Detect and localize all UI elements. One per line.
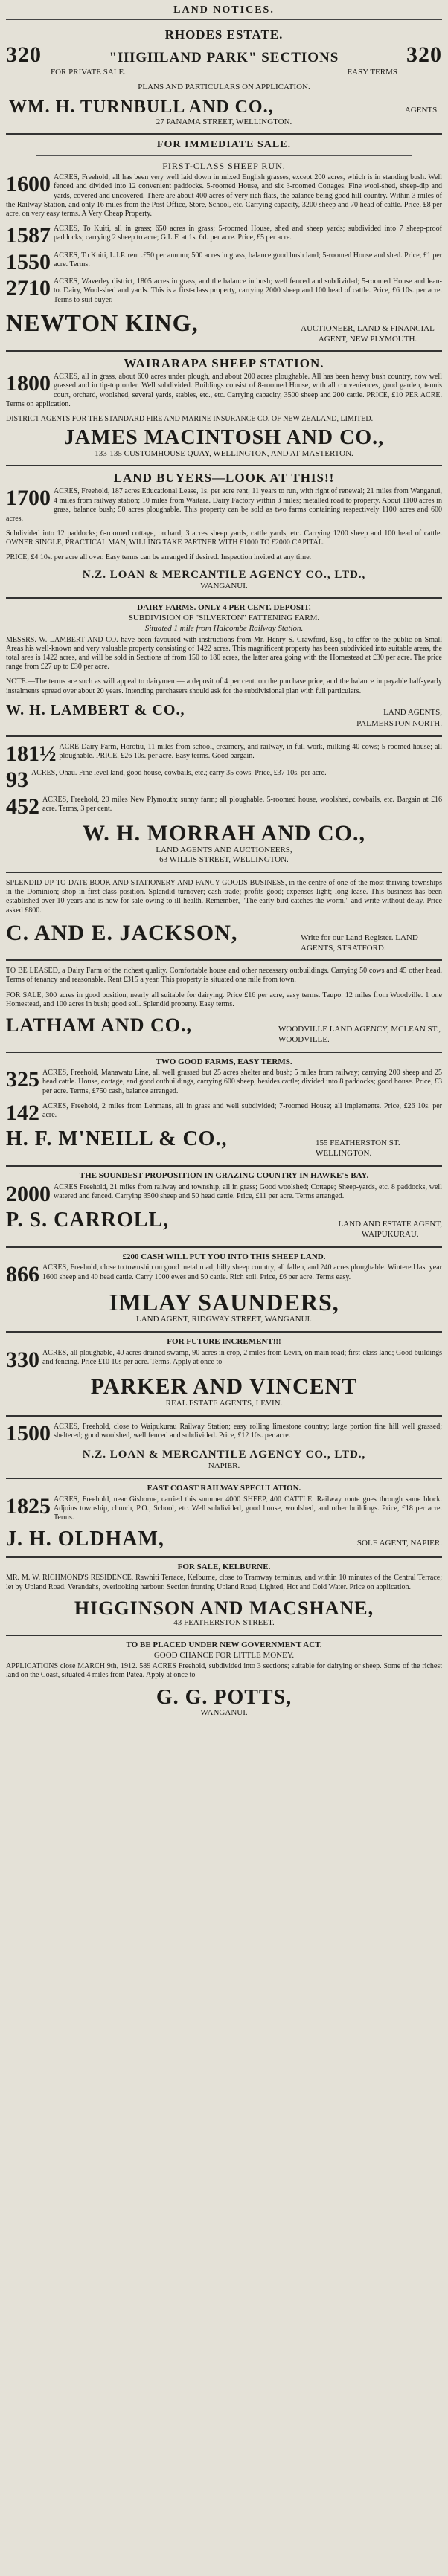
agent-address: WOODVILLE LAND AGENCY, MCLEAN ST., WOODVILLE. bbox=[278, 1025, 441, 1044]
agent-row bbox=[6, 1128, 442, 1159]
agent-row bbox=[6, 921, 442, 954]
ad-subtitle: SUBDIVISION OF "SILVERTON" FATTENING FARM. bbox=[128, 614, 320, 623]
listing-text: ACRES, all in grass, about 600 acres under plough, and about 200 acres ploughable. All has been heavy bush country, now well grassed and in tip-top order. Well subdivided. Buildings consist of 8-roomed House, with all conveniences, good garden, tennis court, orchard, woolshed, several yards, stables, etc., etc. Carrying capacity, 3500 sheep and 200 cattle. PRICE, £10 PER ACRE. Terms on application. bbox=[6, 373, 442, 408]
ad-title: WAIRARAPA SHEEP STATION. bbox=[124, 356, 324, 371]
section-header: LAND NOTICES. bbox=[6, 3, 442, 20]
ad-title: FOR IMMEDIATE SALE. bbox=[156, 139, 292, 151]
listing bbox=[6, 225, 442, 245]
agent-row bbox=[6, 1015, 442, 1046]
sale-terms-row bbox=[6, 68, 442, 78]
ad-title: RHODES ESTATE. bbox=[164, 28, 284, 42]
listing-text: ACRES, all ploughable, 40 acres drained swamp, 90 acres in crop, 2 miles from Levin, on main road; first-class land; Good buildings and fencing. Price £10 10s per acre. Terms. Apply at once to bbox=[42, 1348, 442, 1367]
listing-text: ACRES Freehold, 21 miles from railway and township, all in grass; Good woolshed; Cottage; Sheep-yards, etc. 8 paddocks, well watered and fenced. Carrying 3500 sheep and 50 head cattle. Price, £11 per acre. Terms arranged. bbox=[54, 1182, 442, 1200]
number-left: 320 bbox=[6, 42, 42, 67]
agent-firm: IMLAY SAUNDERS, bbox=[109, 1288, 339, 1316]
listing-text: SPLENDID UP-TO-DATE BOOK AND STATIONERY AND FANCY GOODS BUSINESS, in the centre of one of the most thriving townships in the Dominion; shop in first-class position. Splendid turnover; cash trade; profits good; expenses light; long lease. This business has been established over 10 years and is now for sale owing to ill-health. Remember, "The early bird catches the worm," and write without delay. Price asked £800. bbox=[6, 879, 442, 915]
agent-row bbox=[6, 1209, 442, 1240]
listing-text: ACRES, Freehold, 20 miles New Plymouth; sunny farm; all ploughable. 5-roomed house, woolshed, cowbails, etc. Bargain at £16 acre. Terms, 3 per cent. bbox=[42, 795, 442, 813]
listing-text: MR. M. W. RICHMOND'S RESIDENCE, Rawhiti Terrace, Kelburne, close to Tramway terminus, and within 10 minutes of the Central Terrace; let by Upland Road. Verandahs, overlooking harbour. Section fronting Upland Road, Lighted, Hot and Cold Water. Price on application. bbox=[6, 1574, 442, 1591]
agent-firm: N.Z. LOAN & MERCANTILE AGENCY CO., LTD., bbox=[82, 1449, 366, 1461]
ad-dairy-farms bbox=[6, 599, 442, 736]
listing-text: ACRES, Waverley district, 1805 acres in grass, and the balance in bush; well fenced and subdivided; 5-roomed House and lean-to. Dairy, Wool-shed and yards. This is a first-class property, carrying 2000 sheep and 100 head of cattle. Price, £6 10s. per acre. Terms to suit buyer. bbox=[54, 277, 442, 304]
ad-location: Situated 1 mile from Halcombe Railway Station. bbox=[144, 623, 304, 633]
ad-jackson bbox=[6, 873, 442, 961]
agent-role: LAND AGENTS, bbox=[383, 707, 442, 717]
listing bbox=[6, 769, 442, 790]
ad-title: TO BE PLACED UNDER NEW GOVERNMENT ACT. bbox=[126, 1640, 322, 1649]
ad-title: FOR FUTURE INCREMENT!!! bbox=[167, 1337, 281, 1347]
ad-title: DAIRY FARMS. ONLY 4 PER CENT. DEPOSIT. bbox=[137, 603, 311, 613]
ad-subtitle: "HIGHLAND PARK" SECTIONS bbox=[109, 50, 339, 65]
listing-price: PRICE, £4 10s. per acre all over. Easy terms can be arranged if desired. Inspection invited at any time. bbox=[6, 553, 312, 562]
agent-town: WANGANUI. bbox=[200, 581, 248, 590]
agent-firm: N.Z. LOAN & MERCANTILE AGENCY CO., LTD., bbox=[82, 568, 366, 581]
acre-count: 1550 bbox=[6, 251, 51, 272]
ad-carroll bbox=[6, 1167, 442, 1248]
listing-text: ACRES, Ohau. Fine level land, good house, cowbails, etc.; carry 35 cows. Price, £37 10s. per acre. bbox=[31, 769, 327, 778]
agent-role-block bbox=[339, 1220, 442, 1240]
listing-text: ACRES, Freehold, near Gisborne, carried this summer 4000 SHEEP, 400 CATTLE. Railway route goes through same block. Adjoins township, church, P.O., School, etc. Well subdivided, good house, woolshed, and other buildings. Price, £18 per acre. Terms. bbox=[54, 1495, 442, 1522]
listing-text: ACRE Dairy Farm, Horotiu, 11 miles from school, creamery, and railway, in full work, milking 40 cows; 5-roomed house; all ploughable. PRICE, £26 10s. per acre. Easy terms. Good bargain. bbox=[59, 742, 442, 760]
ad-rhodes-estate bbox=[6, 23, 442, 135]
acre-count: 1825 bbox=[6, 1495, 51, 1519]
listing-text: ACRES, Freehold, 187 acres Educational Lease, 1s. per acre rent; 11 years to run, with right of renewal; 21 miles from Wanganui, 4 miles from railway station; 10 miles from Waitara. Dairy Factory within 3 miles; metalled road to property. About 1100 acres in grass, balance bush; 50 acres ploughable. This property can be sold as two farms containing respectively 1100 acres and 600 acres. bbox=[6, 487, 442, 523]
listing bbox=[6, 173, 442, 219]
acre-count: 181½ bbox=[6, 742, 57, 764]
acre-count: 1600 bbox=[6, 173, 51, 197]
agent-firm: NEWTON KING, bbox=[6, 309, 199, 336]
ad-subtitle: GOOD CHANCE FOR LITTLE MONEY. bbox=[153, 1650, 295, 1660]
ad-headline-row bbox=[6, 42, 442, 68]
listing-text: MESSRS. W. LAMBERT AND CO. have been favoured with instructions from Mr. Henry S. Crawford, Esq., to offer to the public on Small Areas his well-known and very valuable property consisting of 1422 acres. This magnificent property has been subdivided into suitable areas, the total area is 1422 acres, and will be sold in Sections of from 150 to 180 acres, the latter area going with the Homestead at £30 per acre. The price range from £27 up to £30 per acre. bbox=[6, 635, 442, 672]
agent-address: 133-135 CUSTOMHOUSE QUAY, WELLINGTON, AND AT MASTERTON. bbox=[95, 448, 353, 458]
agent-row bbox=[6, 311, 442, 345]
agent-role: LAND AGENTS AND AUCTIONEERS, bbox=[156, 845, 292, 854]
ad-wairarapa-sheep-station bbox=[6, 352, 442, 466]
agent-firm: P. S. CARROLL, bbox=[6, 1208, 170, 1232]
ad-title: LAND BUYERS—LOOK AT THIS!! bbox=[113, 471, 335, 486]
listing bbox=[6, 487, 442, 524]
agent-role: REAL ESTATE AGENTS, LEVIN. bbox=[165, 1398, 283, 1408]
agent-role: SOLE AGENT, NAPIER. bbox=[356, 1539, 442, 1548]
ad-latham bbox=[6, 961, 442, 1052]
newspaper-page bbox=[6, 0, 442, 1725]
agent-firm: JAMES MACINTOSH AND CO., bbox=[63, 426, 385, 450]
agent-address: PALMERSTON NORTH. bbox=[356, 718, 442, 728]
acre-count: 1800 bbox=[6, 373, 51, 396]
agent-address: 43 FEATHERSTON STREET. bbox=[173, 1618, 275, 1628]
agent-row bbox=[6, 702, 442, 719]
listing-text: ACRES, Freehold, 2 miles from Lehmans, all in grass and well subdivided; 7-roomed House; all implements. Price, £26 10s. per acre. bbox=[42, 1101, 442, 1120]
agent-firm: WM. H. TURNBULL AND CO., bbox=[9, 97, 274, 117]
agent-firm: HIGGINSON AND MACSHANE, bbox=[74, 1597, 374, 1619]
insurance-note: DISTRICT AGENTS FOR THE STANDARD FIRE AND MARINE INSURANCE CO. OF NEW ZEALAND, LIMITED. bbox=[6, 415, 374, 423]
divider bbox=[36, 155, 412, 156]
agent-firm: J. H. OLDHAM, bbox=[6, 1527, 164, 1551]
plans-text: PLANS AND PARTICULARS ON APPLICATION. bbox=[138, 82, 310, 91]
listing-text: FOR SALE, 300 acres in good position, nearly all suitable for dairying. Price £16 per acre, easy terms. Taupo. 12 miles from Woodville. 1 one Homestead, and 100 acres in bush; good soil. Splendid property. Easy terms. bbox=[6, 991, 442, 1008]
agent-address: 63 WILLIS STREET, WELLINGTON. bbox=[159, 855, 289, 865]
listing-text: ACRES, Freehold, close to Waipukurau Railway Station; easy rolling limestone country; large portion fine hill well grassed; sheltered; good woolshed, well fenced and subdivided. Price, £12 10s. per acre. bbox=[54, 1422, 442, 1440]
agent-role: AGENTS. bbox=[404, 105, 439, 115]
ad-parker-vincent bbox=[6, 1333, 442, 1417]
listing bbox=[6, 1102, 442, 1123]
ad-mcneill bbox=[6, 1053, 442, 1167]
ad-oldham bbox=[6, 1479, 442, 1558]
agent-address: 27 PANAMA STREET, WELLINGTON. bbox=[156, 117, 292, 126]
terms-text: EASY TERMS bbox=[347, 68, 397, 77]
ad-land-buyers bbox=[6, 466, 442, 599]
ad-nz-loan-napier bbox=[6, 1417, 442, 1479]
agent-address: 155 FEATHERSTON ST. WELLINGTON. bbox=[316, 1139, 400, 1159]
listing-text: ACRES, Freehold, Manawatu Line, all well grassed but 25 acres shelter and bush; 5 miles from railway; carrying 200 sheep and 25 head cattle. House, cottage, and good outbuildings, carrying 600 sheep, besides cattle; divided into 8 paddocks; good house. Price, £3 per acre. Terms, £750 cash, balance arranged. bbox=[42, 1069, 442, 1095]
ad-title: EAST COAST RAILWAY SPECULATION. bbox=[147, 1483, 301, 1493]
ad-subtitle: FIRST-CLASS SHEEP RUN. bbox=[162, 161, 286, 172]
listing bbox=[6, 1069, 442, 1096]
ad-title: FOR SALE, KELBURNE. bbox=[177, 1562, 271, 1571]
ad-higginson bbox=[6, 1558, 442, 1636]
ad-title: THE SOUNDEST PROPOSITION IN GRAZING COUNTRY IN HAWKE'S BAY. bbox=[79, 1171, 369, 1180]
listing bbox=[6, 796, 442, 817]
listing bbox=[6, 1183, 442, 1204]
agent-role: LAND AND ESTATE AGENT, bbox=[338, 1220, 442, 1229]
ad-imlay-saunders bbox=[6, 1248, 442, 1333]
acre-count: 2710 bbox=[6, 277, 51, 301]
agent-firm: W. H. LAMBERT & CO., bbox=[6, 701, 185, 718]
acre-count: 1500 bbox=[6, 1422, 51, 1443]
agent-firm: PARKER AND VINCENT bbox=[90, 1374, 358, 1400]
sale-text: FOR PRIVATE SALE. bbox=[51, 68, 126, 77]
ad-title: £200 CASH WILL PUT YOU INTO THIS SHEEP LAND. bbox=[122, 1252, 326, 1261]
acre-count: 142 bbox=[6, 1101, 39, 1123]
acre-count: 866 bbox=[6, 1263, 39, 1284]
agent-firm: G. G. POTTS, bbox=[156, 1685, 292, 1709]
agent-firm: C. AND E. JACKSON, bbox=[6, 920, 238, 945]
listing bbox=[6, 1263, 442, 1284]
agent-row bbox=[6, 1528, 442, 1550]
acre-count: 1587 bbox=[6, 225, 51, 245]
listing-text: ACRES, To Kuiti, L.I.P. rent .£50 per annum; 500 acres in grass, balance good bush land; 5-roomed House and shed. Price, £1 per acre. Terms. bbox=[54, 251, 442, 268]
acre-count: 1700 bbox=[6, 487, 51, 511]
ad-morrah bbox=[6, 737, 442, 874]
agent-firm: W. H. MORRAH AND CO., bbox=[83, 821, 365, 846]
agent-town: NAPIER. bbox=[208, 1461, 240, 1471]
listing bbox=[6, 1423, 442, 1443]
listing-text: ACRES, To Kuiti, all in grass; 650 acres in grass; 5-roomed House, shed and sheep yards; subdivided into 7 sheep-proof paddocks; carrying 2 sheep to acre; G.L.F. at 1s. 6d. per acre. Price, £5 per acre. bbox=[54, 225, 442, 242]
listing-text: TO BE LEASED, a Dairy Farm of the richest quality. Comfortable house and other necessary outbuildings. Carrying 50 cows and 45 other head. Terms of tenancy and reasonable. Rent £315 a year. This property is situated one mile from town. bbox=[6, 967, 442, 985]
listing bbox=[6, 1349, 442, 1370]
listing bbox=[6, 1495, 442, 1523]
acre-count: 93 bbox=[6, 769, 28, 790]
agent-role: LAND AGENT, RIDGWAY STREET, WANGANUI. bbox=[136, 1315, 312, 1324]
acre-count: 330 bbox=[6, 1348, 39, 1370]
listing-details: Subdivided into 12 paddocks; 6-roomed cottage, orchard, 3 acres sheep yards, cattle yards, etc. Carrying 1200 sheep and 100 head of cattle. OWNER SINGLE, PRACTICAL MAN, WILLING TAKE PARTNER WITH £1000 TO £2000 CAPITAL. bbox=[6, 529, 442, 547]
agent-town: WANGANUI. bbox=[200, 1708, 248, 1718]
listing-text: ACRES, Freehold; all has been very well laid down in mixed English grasses, except 200 acres, which is in standing bush. Well fenced and divided into 12 convenient paddocks. 5-roomed House, and six 3-roomed Cottages. Fine wool-shed, sheep-dip and yards, covered and uncovered. There are about 400 acres of very rich flats, the balance being good hill country. Within 3 miles of the Railway Station, and only 16 miles from the Post Office, Store, School, etc. Carrying capacity, 3200 sheep and 70 head of cattle. Price, £8 per acre, on very easy terms. A Very Cheap Property. bbox=[6, 173, 442, 218]
listing bbox=[6, 373, 442, 409]
listing bbox=[6, 277, 442, 305]
listing bbox=[6, 743, 442, 764]
listing-text: ACRES, Freehold, close to township on good metal road; hilly sheep country, all fallen, and 240 acres ploughable. Wintered last year 1600 sheep and 40 head cattle. Carry 1000 ewes and 50 cattle. Rich soil. Price, £6 per acre. Terms easy. bbox=[42, 1263, 442, 1281]
listing bbox=[6, 251, 442, 272]
ad-title: TWO GOOD FARMS, EASY TERMS. bbox=[156, 1057, 292, 1066]
agent-role: AUCTIONEER, LAND & FINANCIAL AGENT, NEW PLYMOUTH. bbox=[301, 323, 435, 344]
agent-row bbox=[6, 97, 442, 117]
acre-count: 2000 bbox=[6, 1182, 51, 1204]
ad-immediate-sale bbox=[6, 135, 442, 352]
listing-text: APPLICATIONS close MARCH 9th, 1912. 589 ACRES Freehold, subdivided into 3 sections; suitable for dairying or sheep. Some of the richest land on the Coast, situated 4 miles from Patea. Apply at once to bbox=[6, 1662, 442, 1680]
agent-firm: LATHAM AND CO., bbox=[6, 1014, 192, 1037]
ad-potts bbox=[6, 1636, 442, 1725]
number-right: 320 bbox=[406, 42, 442, 67]
listing-note: NOTE.—The terms are such as will appeal to dairymen — a deposit of 4 per cent. on the purchase price, and the balance in payable half-yearly instalments spread over about 20 years. Intending purchasers should ask for the subdivisional plan with full particulars. bbox=[6, 677, 442, 695]
acre-count: 452 bbox=[6, 795, 39, 817]
agent-firm: H. F. M'NEILL & CO., bbox=[6, 1127, 228, 1151]
agent-note: Write for our Land Register. LAND AGENTS, STRATFORD. bbox=[301, 933, 418, 953]
agent-town: WAIPUKURAU. bbox=[361, 1229, 419, 1239]
acre-count: 325 bbox=[6, 1069, 39, 1092]
